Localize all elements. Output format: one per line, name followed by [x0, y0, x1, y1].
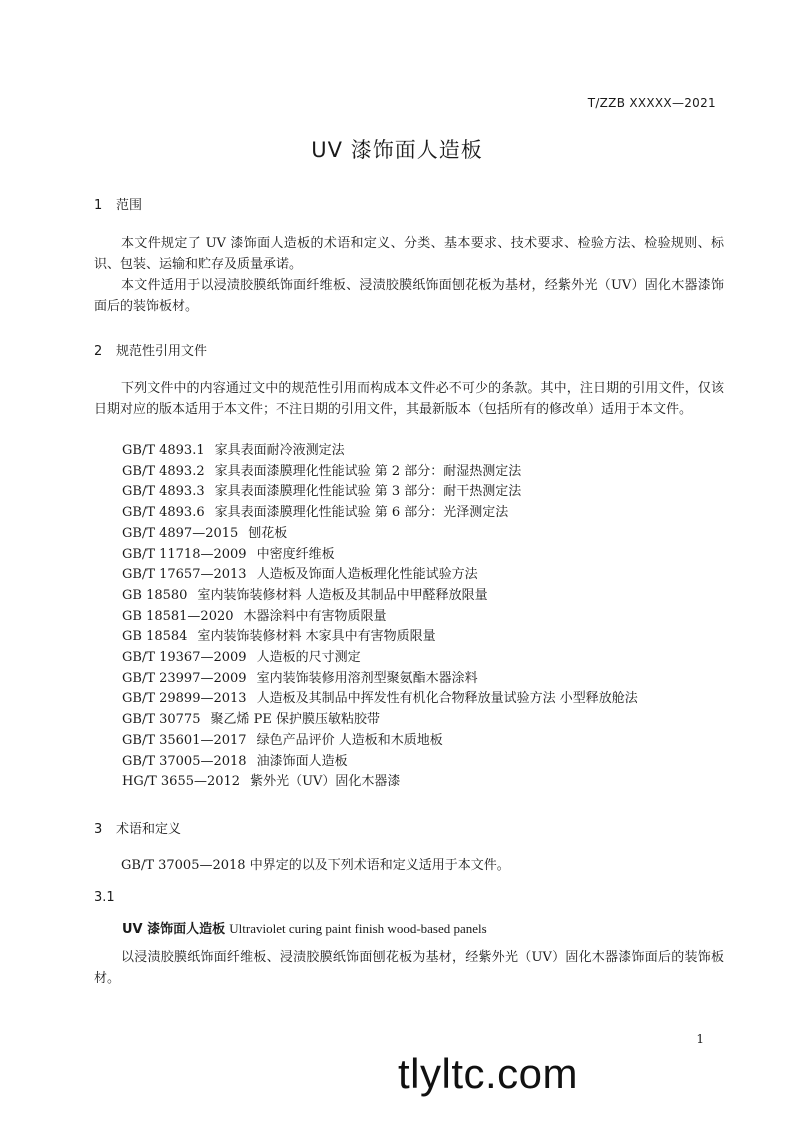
reference-list	[122, 441, 638, 793]
reference-code: GB/T 4893.2	[122, 463, 205, 479]
terms-intro: GB/T 37005—2018 中界定的以及下列术语和定义适用于本文件。	[121, 858, 510, 873]
reference-item	[122, 462, 638, 483]
section-2-heading	[94, 340, 207, 359]
reference-code: GB/T 4893.1	[122, 443, 205, 458]
reference-item	[122, 731, 638, 752]
document-code: T/ZZB XXXXX—2021	[587, 96, 716, 110]
reference-code: GB/T 30775	[122, 712, 201, 728]
term-definition: 以浸渍胶膜纸饰面纤维板、浸渍胶膜纸饰面刨花板为基材，经紫外光（UV）固化木器漆饰面后的装饰板材。	[94, 950, 724, 986]
reference-code: GB/T 4893.6	[122, 505, 205, 521]
reference-item	[122, 441, 638, 462]
reference-title: 中密度纤维板	[256, 546, 335, 562]
reference-title: 绿色产品评价 人造板和木质地板	[256, 732, 443, 748]
reference-code: GB 18580	[122, 587, 188, 603]
normative-references-intro: 下列文件中的内容通过文中的规范性引用而构成本文件必不可少的条款。其中，注日期的引用文件，仅该日期对应的版本适用于本文件；不注日期的引用文件，其最新版本（包括所有的修改单）适用于本文件。	[94, 381, 724, 417]
reference-item	[122, 772, 638, 793]
reference-title: 室内装饰装修材料 木家具中有害物质限量	[197, 629, 436, 645]
reference-title: 家具表面漆膜理化性能试验 第 3 部分：耐干热测定法	[214, 484, 522, 500]
reference-title: 人造板的尺寸测定	[256, 650, 361, 666]
section-number: 2	[94, 344, 103, 359]
reference-title: 人造板及其制品中挥发性有机化合物释放量试验方法 小型释放舱法	[256, 691, 638, 707]
reference-title: 油漆饰面人造板	[256, 753, 348, 769]
reference-item	[122, 503, 638, 524]
reference-item	[122, 752, 638, 773]
reference-code: GB/T 37005—2018	[122, 753, 247, 769]
section-3-heading	[94, 818, 181, 837]
section-number: 1	[94, 198, 103, 213]
reference-item	[122, 648, 638, 669]
reference-title: 室内装饰装修材料 人造板及其制品中甲醛释放限量	[197, 587, 488, 603]
term-chinese: UV 漆饰面人造板	[122, 922, 226, 937]
reference-code: GB/T 17657—2013	[122, 567, 247, 583]
term-entry	[122, 918, 487, 937]
reference-title: 刨花板	[248, 525, 288, 541]
page-number: 1	[696, 1032, 704, 1046]
term-english: Ultraviolet curing paint finish wood-based panels	[229, 921, 487, 936]
section-title: 范围	[116, 198, 143, 213]
reference-title: 室内装饰装修用溶剂型聚氨酯木器涂料	[256, 670, 478, 686]
reference-item	[122, 545, 638, 566]
reference-code: GB/T 23997—2009	[122, 670, 247, 686]
reference-item	[122, 710, 638, 731]
reference-item	[122, 689, 638, 710]
reference-code: GB/T 4897—2015	[122, 525, 239, 541]
reference-code: GB/T 4893.3	[122, 484, 205, 500]
subsection-3-1-number: 3.1	[94, 890, 115, 905]
reference-code: GB 18584	[122, 629, 188, 645]
reference-title: 木器涂料中有害物质限量	[243, 608, 387, 624]
section-title: 规范性引用文件	[116, 344, 208, 359]
reference-title: 家具表面漆膜理化性能试验 第 6 部分：光泽测定法	[214, 505, 509, 521]
reference-code: HG/T 3655—2012	[122, 774, 241, 790]
reference-code: GB/T 35601—2017	[122, 732, 247, 748]
section-number: 3	[94, 822, 103, 837]
watermark: tlyltc.com	[398, 1050, 579, 1097]
reference-item	[122, 482, 638, 503]
document-title: UV 漆饰面人造板	[311, 138, 483, 162]
reference-title: 紫外光（UV）固化木器漆	[250, 774, 401, 790]
reference-item	[122, 627, 638, 648]
reference-title: 家具表面漆膜理化性能试验 第 2 部分：耐湿热测定法	[214, 463, 522, 479]
reference-code: GB/T 11718—2009	[122, 546, 247, 562]
reference-code: GB/T 29899—2013	[122, 691, 247, 707]
reference-item	[122, 524, 638, 545]
reference-item	[122, 669, 638, 690]
reference-item	[122, 586, 638, 607]
reference-title: 人造板及饰面人造板理化性能试验方法	[256, 567, 478, 583]
reference-code: GB 18581—2020	[122, 608, 234, 624]
scope-paragraph-2: 本文件适用于以浸渍胶膜纸饰面纤维板、浸渍胶膜纸饰面刨花板为基材，经紫外光（UV）固化木器漆饰面后的装饰板材。	[94, 278, 724, 314]
reference-item	[122, 607, 638, 628]
reference-title: 聚乙烯 PE 保护膜压敏粘胶带	[210, 712, 380, 728]
reference-title: 家具表面耐冷液测定法	[214, 443, 345, 458]
section-1-heading	[94, 194, 142, 213]
scope-paragraph-1: 本文件规定了 UV 漆饰面人造板的术语和定义、分类、基本要求、技术要求、检验方法、检验规则、标识、包装、运输和贮存及质量承诺。	[94, 236, 724, 272]
section-title: 术语和定义	[116, 822, 182, 837]
reference-code: GB/T 19367—2009	[122, 650, 247, 666]
reference-item	[122, 565, 638, 586]
